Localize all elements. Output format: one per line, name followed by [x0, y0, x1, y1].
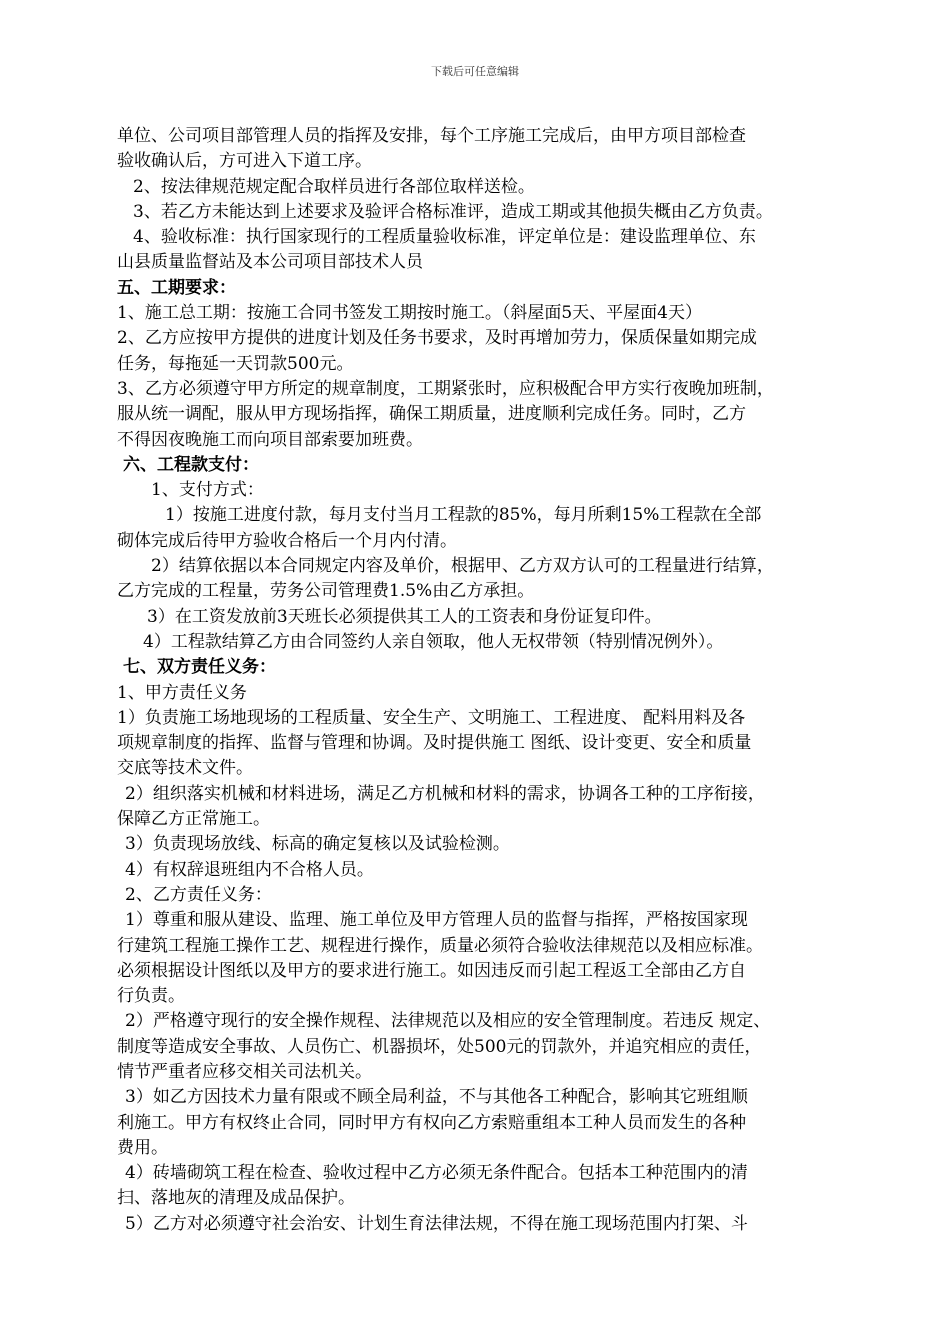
paragraph-line: 4）有权辞退班组内不合格人员。 — [125, 859, 374, 880]
paragraph-line: 利施工。甲方有权终止合同，同时甲方有权向乙方索赔重组本工种人员而发生的各种 — [117, 1112, 746, 1133]
paragraph-line: 4）工程款结算乙方由合同签约人亲自领取，他人无权带领（特别情况例外）。 — [143, 631, 724, 652]
paragraph-line: 1）负责施工场地现场的工程质量、安全生产、文明施工、工程进度、 配料用料及各 — [117, 707, 746, 728]
paragraph-line: 单位、公司项目部管理人员的指挥及安排，每个工序施工完成后，由甲方项目部检查 — [117, 126, 746, 146]
section-heading: 六、工程款支付： — [123, 454, 259, 475]
paragraph-line: 项规章制度的指挥、监督与管理和协调。及时提供施工 图纸、设计变更、安全和质量 — [117, 733, 752, 754]
paragraph-line: 1、甲方责任义务 — [117, 682, 247, 703]
paragraph-line: 2、按法律规范规定配合取样员进行各部位取样送检。 — [133, 176, 535, 197]
paragraph-line: 1）尊重和服从建设、监理、施工单位及甲方管理人员的监督与指挥，严格按国家现 — [125, 910, 748, 931]
paragraph-line: 4）砖墙砌筑工程在检查、验收过程中乙方必须无条件配合。包括本工种范围内的清 — [125, 1163, 748, 1184]
paragraph-line: 保障乙方正常施工。 — [117, 809, 270, 830]
paragraph-line: 5）乙方对必须遵守社会治安、计划生育法律法规，不得在施工现场范围内打架、斗 — [125, 1213, 748, 1234]
paragraph-line: 行负责。 — [117, 986, 185, 1007]
paragraph-line: 行建筑工程施工操作工艺、规程进行操作，质量必须符合验收法律规范以及相应标准。 — [117, 935, 763, 956]
section-heading: 五、工期要求： — [117, 277, 236, 298]
paragraph-line: 乙方完成的工程量，劳务公司管理费1.5%由乙方承担。 — [117, 581, 535, 602]
paragraph-line: 3）在工资发放前3天班长必须提供其工人的工资表和身份证复印件。 — [147, 606, 662, 627]
paragraph-line: 3）负责现场放线、标高的确定复核以及试验检测。 — [125, 834, 510, 855]
paragraph-line: 情节严重者应移交相关司法机关。 — [117, 1061, 372, 1082]
paragraph-line: 费用。 — [117, 1137, 168, 1158]
paragraph-line: 验收确认后，方可进入下道工序。 — [117, 151, 372, 172]
paragraph-line: 交底等技术文件。 — [117, 758, 253, 779]
paragraph-line: 2、乙方应按甲方提供的进度计划及任务书要求，及时再增加劳力，保质保量如期完成 — [117, 328, 757, 349]
paragraph-line: 扫、落地灰的清理及成品保护。 — [117, 1188, 355, 1209]
paragraph-line: 2）严格遵守现行的安全操作规程、法律规范以及相应的安全管理制度。若违反 规定、 — [125, 1011, 771, 1032]
paragraph-line: 2）结算依据以本合同规定内容及单价，根据甲、乙方双方认可的工程量进行结算， — [151, 556, 774, 577]
paragraph-line: 2）组织落实机械和材料进场，满足乙方机械和材料的需求，协调各工种的工序衔接， — [125, 783, 765, 804]
paragraph-line: 3、乙方必须遵守甲方所定的规章制度，工期紧张时，应积极配合甲方实行夜晚加班制， — [117, 378, 774, 399]
section-heading: 七、双方责任义务： — [123, 657, 276, 678]
paragraph-line: 必须根据设计图纸以及甲方的要求进行施工。如因违反而引起工程返工全部由乙方自 — [117, 960, 746, 981]
paragraph-line: 3、若乙方未能达到上述要求及验评合格标准评，造成工期或其他损失概由乙方负责。 — [133, 201, 773, 222]
document-body — [117, 124, 842, 1237]
paragraph-line: 任务，每拖延一天罚款500元。 — [117, 353, 354, 374]
paragraph-line: 1、施工总工期：按施工合同书签发工期按时施工。（斜屋面5天、平屋面4天） — [117, 303, 702, 324]
paragraph-line: 不得因夜晚施工而向项目部索要加班费。 — [117, 429, 423, 450]
page-header: 下载后可任意编辑 — [431, 65, 519, 78]
paragraph-line: 2、乙方责任义务： — [125, 884, 272, 905]
paragraph-line: 3）如乙方因技术力量有限或不顾全局利益，不与其他各工种配合，影响其它班组顺 — [125, 1087, 748, 1108]
paragraph-line: 山县质量监督站及本公司项目部技术人员 — [117, 252, 423, 273]
paragraph-line: 4、验收标准：执行国家现行的工程质量验收标准，评定单位是：建设监理单位、东 — [133, 227, 756, 248]
paragraph-line: 1）按施工进度付款，每月支付当月工程款的85%，每月所剩15%工程款在全部 — [165, 505, 762, 526]
paragraph-line: 1、支付方式： — [151, 480, 264, 501]
paragraph-line: 砌体完成后待甲方验收合格后一个月内付清。 — [117, 530, 457, 551]
paragraph-line: 服从统一调配，服从甲方现场指挥，确保工期质量，进度顺利完成任务。同时，乙方 — [117, 404, 746, 425]
paragraph-line: 制度等造成安全事故、人员伤亡、机器损坏，处500元的罚款外，并追究相应的责任， — [117, 1036, 762, 1057]
